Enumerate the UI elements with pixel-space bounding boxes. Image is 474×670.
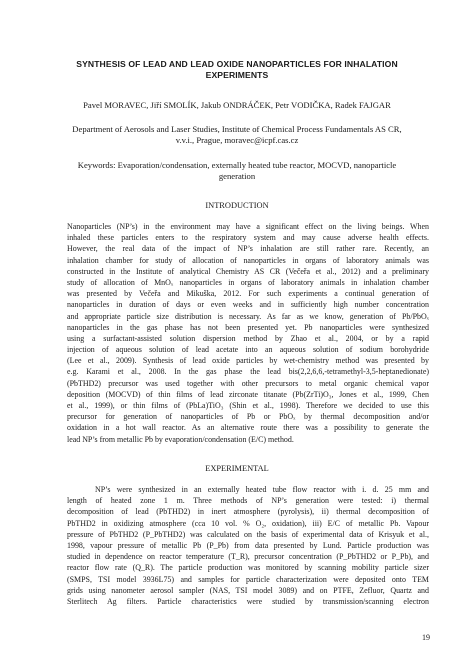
text-line: NP’s were synthesized in an externally heated tube flow reactor with i. d. 25 mm and: [95, 485, 429, 494]
experimental-body: [67, 484, 429, 607]
text-line: nanoparticles in the gas phase has not been presented yet. Pb nanoparticles were synthesized: [67, 322, 429, 332]
text-line: studied in dependence on reactor temperature (T_R), precursor concentration (P_PbTHD2 or P_Pb), and: [67, 552, 429, 562]
paper-title: [62, 59, 412, 81]
text-line: e.g. Karami et al., 2008. In the gas phase the lead bis(2,2,6,6,-tetramethyl-3,5-heptanedionate): [67, 367, 429, 377]
text-line: Nanoparticles (NP’s) in the environment may have a significant effect on the living beings. When: [67, 222, 429, 231]
text-line: pressure of PbTHD2 (P_PbTHD2) was calculated on the basis of experimental data of Krisyuk et al.,: [67, 529, 429, 539]
text-line: (PbTHD2) precursor was used together with other precursors to metal organic chemical vapor: [67, 378, 429, 388]
page-number: 19: [422, 633, 430, 642]
authors: Pavel MORAVEC, Jiří SMOLÍK, Jakub ONDRÁČEK, Petr VODIČKA, Radek FAJGAR: [83, 100, 391, 110]
affiliation-line-1: Department of Aerosols and Laser Studies, Institute of Chemical Process Fundamentals AS CR,: [72, 124, 402, 134]
text-line: 1998, vapour pressure of metallic Pb (P_Pb) from data presented by Lund. Particle production was: [67, 540, 429, 550]
affiliation-line-2: v.v.i., Prague, moravec@icpf.cas.cz: [175, 135, 299, 145]
text-line: length of heated zone 1 m. Three methods of NP’s generation were tested: i) thermal: [67, 496, 429, 506]
text-line: was presented by Večeřa and Mikuška, 2012. For such experiments a continual generation of: [67, 289, 429, 299]
text-line: using a surfactant-assisted solution dispersion method by Zhao et al., 2004, or by a rapid: [67, 333, 429, 343]
text-line: precursor for generation of nanoparticles of Pb or PbOₓ by thermal decomposition and/or: [67, 412, 429, 422]
text-line: injection of aqueous solution of lead acetate into an aqueous solution of sodium borohydride: [67, 345, 429, 355]
text-line: inhaled these particles enters to the respiratory system and may cause adverse health effects.: [67, 233, 429, 243]
keywords-line-1: Keywords: Evaporation/condensation, externally heated tube reactor, MOCVD, nanoparticle: [77, 160, 397, 170]
text-line: et al., 1999), or thin films of (PbLa)TiO₃ (Shin et al., 1998). Therefore we decided to use this: [67, 401, 429, 410]
title-line-1: SYNTHESIS OF LEAD AND LEAD OXIDE NANOPARTICLES FOR INHALATION: [76, 59, 398, 69]
introduction-body: [67, 221, 429, 445]
text-line: lead NP’s from metallic Pb by evaporation/condensation (E/C) method.: [67, 434, 294, 444]
text-line: inhalation chamber for study of allocation of nanoparticles in organs of laboratory animals was: [67, 255, 429, 265]
text-line: However, the real data of the impact of NP’s inhalation are still rather rare. Recently, an: [67, 244, 429, 254]
text-line: (Lee et al., 2009). Synthesis of lead oxide particles by wet-chemistry method was presented by: [67, 356, 429, 366]
text-line: and appropriate particle size distribution is necessary. As far as we know, generation of Pb/PbOₓ: [67, 311, 429, 321]
text-line: (SMPS, TSI model 3936L75) and samples for particle characterization were deposited onto TEM: [67, 574, 429, 584]
introduction-heading: INTRODUCTION: [205, 201, 269, 210]
text-line: Sterlitech Ag filters. Particle characteristics were studied by transmission/scanning electron: [67, 596, 429, 606]
experimental-heading: EXPERIMENTAL: [205, 464, 269, 473]
text-line: decomposition of lead (PbTHD2) in inert atmosphere (pyrolysis), ii) thermal decomposition of: [67, 507, 429, 517]
text-line: PbTHD2 in oxidizing atmosphere (cca 10 vol. % O₂, oxidation), iii) E/C of metallic Pb. Vapour: [67, 518, 429, 528]
text-line: nanoparticles in duration of days or even weeks and in sufficiently high number concentration: [67, 300, 429, 310]
text-line: deposition (MOCVD) of thin films of lead zirconate titanate (Pb(ZrTi)O₃, Jones et al., 1999, Chen: [67, 389, 429, 399]
text-line: study of allocation of MnOₓ nanoparticles in organs of laboratory animals in inhalation chamber: [67, 277, 429, 287]
keywords-line-2: generation: [218, 171, 256, 181]
text-line: reactor flow rate (Q_R). The particle production was monitored by scanning mobility particle sizer: [67, 563, 429, 573]
text-line: grids using nanometer aerosol sampler (NAS, TSI model 3089) and on PTFE, Zefluor, Quartz and: [67, 585, 429, 595]
text-line: constructed in the Institute of analytical Chemistry AS CR (Večeřa et al., 2012) and a preliminary: [67, 266, 429, 276]
text-line: oxidation in a hot wall reactor. As an alternative route there was a possibility to generate the: [67, 423, 429, 433]
title-line-2: EXPERIMENTS: [205, 70, 269, 80]
